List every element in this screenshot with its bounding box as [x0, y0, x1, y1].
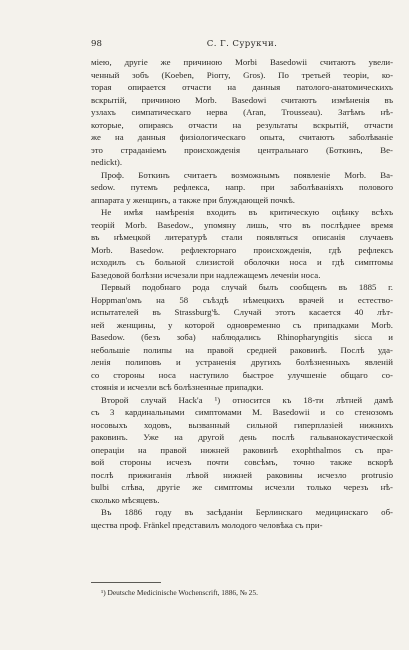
text-line: nedickt). [91, 157, 123, 167]
text-line: исходилъ съ больной слизистой оболочки носа и гдѣ симптомы [91, 257, 393, 267]
text-line: аппарата у женщинъ, а также при блуждающей почкѣ. [91, 194, 295, 205]
text-line: ленія полиповъ и устраненія другихъ болѣзненныхъ явленій [91, 357, 393, 367]
text-line: Базедовой болѣзни исчезали при надлежащемъ леченіи носа. [91, 269, 321, 280]
text-line: Не имѣя намѣренія входить въ критическую оцѣнку всѣхъ [101, 207, 393, 217]
text-line: носовыхъ ходовъ, вызванный сильной гиперплазіей нижнихъ [91, 419, 393, 430]
text-line: Первый подобнаго рода случай былъ сообщенъ въ 1885 г. [101, 282, 393, 292]
text-line: раковинъ. Уже на другой день послѣ гальванокаустической [91, 432, 393, 442]
text-line: съ 3 кардинальными симптомами M. Basedowii и со стенозомъ [91, 407, 393, 417]
text-line: это страданіемъ происхожденія центральнаго (Боткинъ, Be- [91, 144, 393, 155]
text-line: въ нѣмецкой литературѣ стали появляться описанія случаевъ [91, 232, 393, 242]
text-line: которые, опираясь отчасти на результаты вскрытій, отчасти [91, 119, 393, 130]
text-line: Проф. Боткинъ считаетъ возможнымъ появленіе Morb. Ba- [101, 169, 393, 180]
text-line: Morb. Basedow. рефлекторнаго происхожденія, гдѣ рефлексъ [91, 244, 393, 255]
text-line: Второй случай Hack'a ¹) относится къ 18-ти лѣтней дамѣ [101, 394, 393, 405]
text-line: небольшіе полипы на правой средней раковинѣ. Послѣ уда- [91, 344, 393, 355]
footnote-rule [91, 582, 161, 583]
text-line: узлахъ симпатическаго нерва (Aran, Trousseau). Затѣмъ нѣ- [91, 107, 393, 117]
text-line: сколько мѣсяцевъ. [91, 494, 160, 505]
text-line: вскрытій, причиною Morb. Basedowi считаютъ измѣненія въ [91, 94, 393, 105]
text-line: операціи на правой нижней раковинѣ exophthalmos съ пра- [91, 444, 393, 455]
text-line: Въ 1886 году въ засѣданіи Берлинскаго медицинскаго об- [101, 507, 393, 517]
text-line: стоянія и исчезли всѣ болѣзненные припадки. [91, 382, 264, 392]
text-line: же на данныя физіологическаго опыта, считаютъ заболѣваніе [91, 132, 393, 142]
text-line: sedow. путемъ рефлекса, напр. при заболѣваніяхъ полового [91, 182, 393, 192]
page-header [91, 39, 393, 53]
footnote: ¹) Deutsche Medicinische Wochenscrift, 1886, № 25. [101, 588, 258, 597]
text-line: ней женщины, у которой одновременно съ припадками Morb. [91, 319, 393, 330]
text-line: испытателей въ Strassburg'ѣ. Случай этотъ касается 40 лѣт- [91, 307, 393, 317]
text-line: Basedow. (безъ зоба) наблюдались Rhinopharyngitis sicca и [91, 332, 393, 342]
text-line: послѣ прижиганія лѣвой нижней раковины исчезло protrusio [91, 469, 393, 480]
text-line: вой стороны исчезъ почти совсѣмъ, точно также вскорѣ [91, 457, 393, 467]
text-line: Hoppman'омъ на 58 съѣздѣ нѣмецкихъ врачей и естество- [91, 294, 393, 305]
running-title: С. Г. Сурукчи. [206, 39, 278, 49]
body-text [91, 56, 393, 531]
text-line: ченный зобъ (Koeben, Piorry, Gros). По третьей теоріи, ко- [91, 69, 393, 80]
text-line: торая опирается отчасти на данныя патолого-анатомическихъ [91, 82, 393, 92]
text-line: міею, другіе же причиною Morbi Basedowii считаютъ увели- [91, 57, 393, 67]
text-line: bulbi слѣва, другіе же симптомы исчезли только черезъ нѣ- [91, 482, 393, 492]
text-line: со стороны носа наступило быстрое улучшеніе общаго со- [91, 369, 393, 380]
page-number: 98 [91, 39, 102, 49]
text-line: щества проф. Fränkel представилъ молодого человѣка съ при- [91, 519, 323, 530]
text-line: теорій Morb. Basedow., упомяну лишь, что въ послѣднее время [91, 219, 393, 230]
